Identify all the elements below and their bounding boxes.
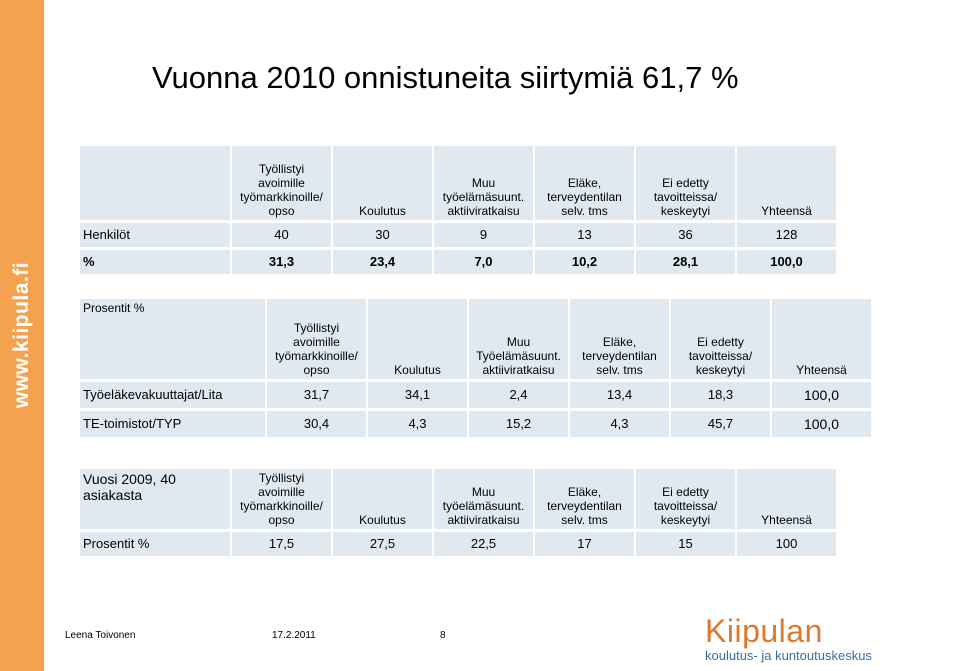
row-label: TE-toimistot/TYP [80,411,265,437]
table-cell: 36 [636,223,735,247]
header-cell: Yhteensä [772,299,871,379]
table-cell: 100,0 [772,382,871,408]
table-cell: 15 [636,532,735,556]
header-cell: Eläke, terveydentilan selv. tms [535,469,634,529]
header-cell: Yhteensä [737,469,836,529]
table-row [80,411,871,437]
table-cell: 100 [737,532,836,556]
row-label: Työeläkevakuuttajat/Lita [80,382,265,408]
table-cell: 4,3 [570,411,669,437]
table-cell: 22,5 [434,532,533,556]
table-cell: 2,4 [469,382,568,408]
percentages-by-referrer-table [78,296,873,440]
table-cell: 23,4 [333,250,432,274]
header-cell: Muu työelämäsuunt. aktiiviratkaisu [434,469,533,529]
table-cell: 7,0 [434,250,533,274]
results-2010-table [78,143,838,277]
header-cell: Vuosi 2009, 40 asiakasta [80,469,230,529]
header-cell: Muu Työelämäsuunt. aktiiviratkaisu [469,299,568,379]
header-cell: Eläke, terveydentilan selv. tms [535,146,634,220]
table-cell: 18,3 [671,382,770,408]
table-cell: 40 [232,223,331,247]
table-cell: 9 [434,223,533,247]
table-header-row [80,469,836,529]
table-cell: 10,2 [535,250,634,274]
table-row [80,532,836,556]
table-row [80,223,836,247]
row-label: Prosentit % [80,532,230,556]
logo-subtitle: koulutus- ja kuntoutuskeskus [705,648,872,663]
footer-page-number: 8 [440,630,446,641]
table-cell: 30,4 [267,411,366,437]
table-cell: 31,3 [232,250,331,274]
header-cell [80,146,230,220]
table-cell: 13,4 [570,382,669,408]
table-row [80,250,836,274]
row-label: % [80,250,230,274]
table-cell: 17,5 [232,532,331,556]
table-cell: 45,7 [671,411,770,437]
table-row [80,382,871,408]
results-2009-table [78,466,838,559]
header-cell: Ei edetty tavoitteissa/ keskeytyi [636,469,735,529]
footer-date: 17.2.2011 [272,630,316,641]
header-cell: Työllistyi avoimille työmarkkinoille/ opso [232,469,331,529]
header-cell: Ei edetty tavoitteissa/ keskeytyi [671,299,770,379]
page-title: Vuonna 2010 onnistuneita siirtymiä 61,7 % [152,60,739,95]
sidebar-strip [0,0,44,671]
header-cell: Yhteensä [737,146,836,220]
table-cell: 30 [333,223,432,247]
header-cell: Muu työelämäsuunt. aktiiviratkaisu [434,146,533,220]
header-cell: Eläke, terveydentilan selv. tms [570,299,669,379]
table-cell: 31,7 [267,382,366,408]
table-cell: 4,3 [368,411,467,437]
table-cell: 34,1 [368,382,467,408]
header-cell: Koulutus [368,299,467,379]
table-cell: 13 [535,223,634,247]
header-cell: Koulutus [333,146,432,220]
table-cell: 28,1 [636,250,735,274]
kiipula-logo [705,615,872,663]
table-cell: 128 [737,223,836,247]
table-cell: 100,0 [772,411,871,437]
table-header-row [80,299,871,379]
sidebar-url[interactable]: www.kiipula.fi [10,261,33,409]
header-cell: Työllistyi avoimille työmarkkinoille/ opso [267,299,366,379]
row-label: Henkilöt [80,223,230,247]
header-cell: Prosentit % [80,299,265,379]
table-cell: 100,0 [737,250,836,274]
table-header-row [80,146,836,220]
header-cell: Ei edetty tavoitteissa/ keskeytyi [636,146,735,220]
table-cell: 17 [535,532,634,556]
footer-author: Leena Toivonen [65,630,136,641]
header-cell: Koulutus [333,469,432,529]
table-cell: 27,5 [333,532,432,556]
table-cell: 15,2 [469,411,568,437]
header-cell: Työllistyi avoimille työmarkkinoille/ opso [232,146,331,220]
logo-name: Kiipulan [705,613,823,649]
